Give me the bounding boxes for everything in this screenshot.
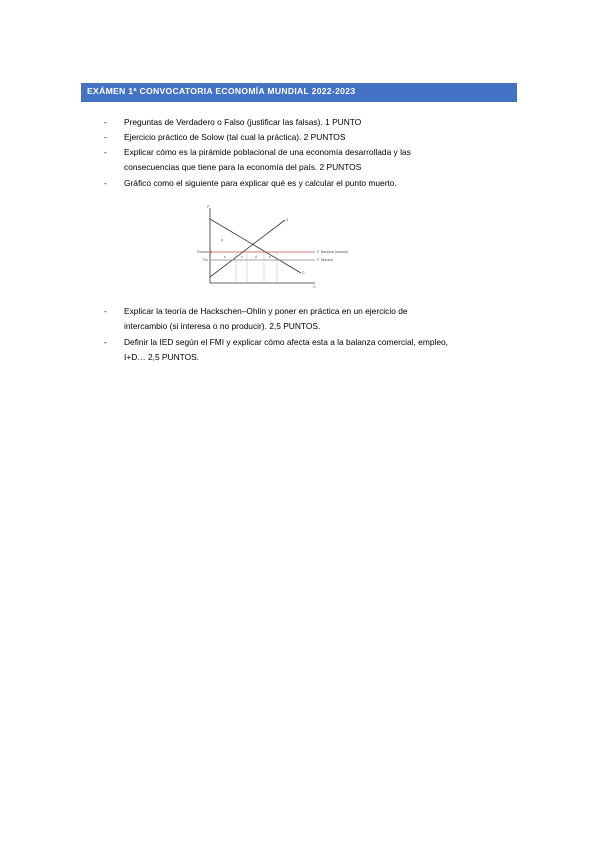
x-axis-label: Q (313, 285, 316, 288)
national-line-label: P. Nacional (arancel) (317, 250, 349, 254)
area-label: e (269, 255, 271, 259)
page-title: EXÁMEN 1ª CONVOCATORIA ECONOMÍA MUNDIAL 2022-2023 (87, 86, 356, 96)
demand-label: D (302, 271, 305, 275)
item-text: I+D… 2,5 PUNTOS. (124, 352, 200, 362)
supply-curve (210, 220, 285, 277)
header-bar (81, 83, 517, 102)
item-text: Ejercicio práctico de Solow (tal cual la práctica). 2 PUNTOS (124, 132, 346, 142)
area-label: a (221, 238, 223, 242)
y-axis-label: P (207, 205, 210, 209)
item-text: Gráfico como el siguiente para explicar qué es y calcular el punto muerto. (124, 178, 397, 188)
world-price-label: Pw (203, 258, 208, 262)
item-text: intercambio (si interesa o no producir). 2,5 PUNTOS. (124, 321, 321, 331)
bullet-marker: - (104, 147, 107, 157)
item-text: Preguntas de Verdadero o Falso (justificar las falsas). 1 PUNTO (124, 117, 362, 127)
supply-label: S (286, 218, 289, 222)
area-label: c (241, 255, 243, 259)
area-label: b (224, 255, 226, 259)
bullet-marker: - (104, 306, 107, 316)
item-text: Explicar la teoría de Hackschen–Ohlin y poner en práctica en un ejercicio de (124, 306, 408, 316)
national-price-label: Pnacional (197, 250, 212, 254)
area-label: d (255, 255, 257, 259)
bullet-marker: - (104, 178, 107, 188)
demand-curve (210, 219, 301, 273)
item-text: consecuencias que tiene para la economía del país. 2 PUNTOS (124, 162, 362, 172)
item-text: Explicar cómo es la pirámide poblacional de una economía desarrollada y las (124, 147, 411, 157)
world-line-label: P. Mundial (317, 258, 333, 262)
bullet-marker: - (104, 117, 107, 127)
tariff-diagram (195, 202, 365, 288)
item-text: Definir la IED según el FMI y explicar cómo afecta esta a la balanza comercial, empleo, (124, 337, 448, 347)
bullet-marker: - (104, 132, 107, 142)
bullet-marker: - (104, 337, 107, 347)
